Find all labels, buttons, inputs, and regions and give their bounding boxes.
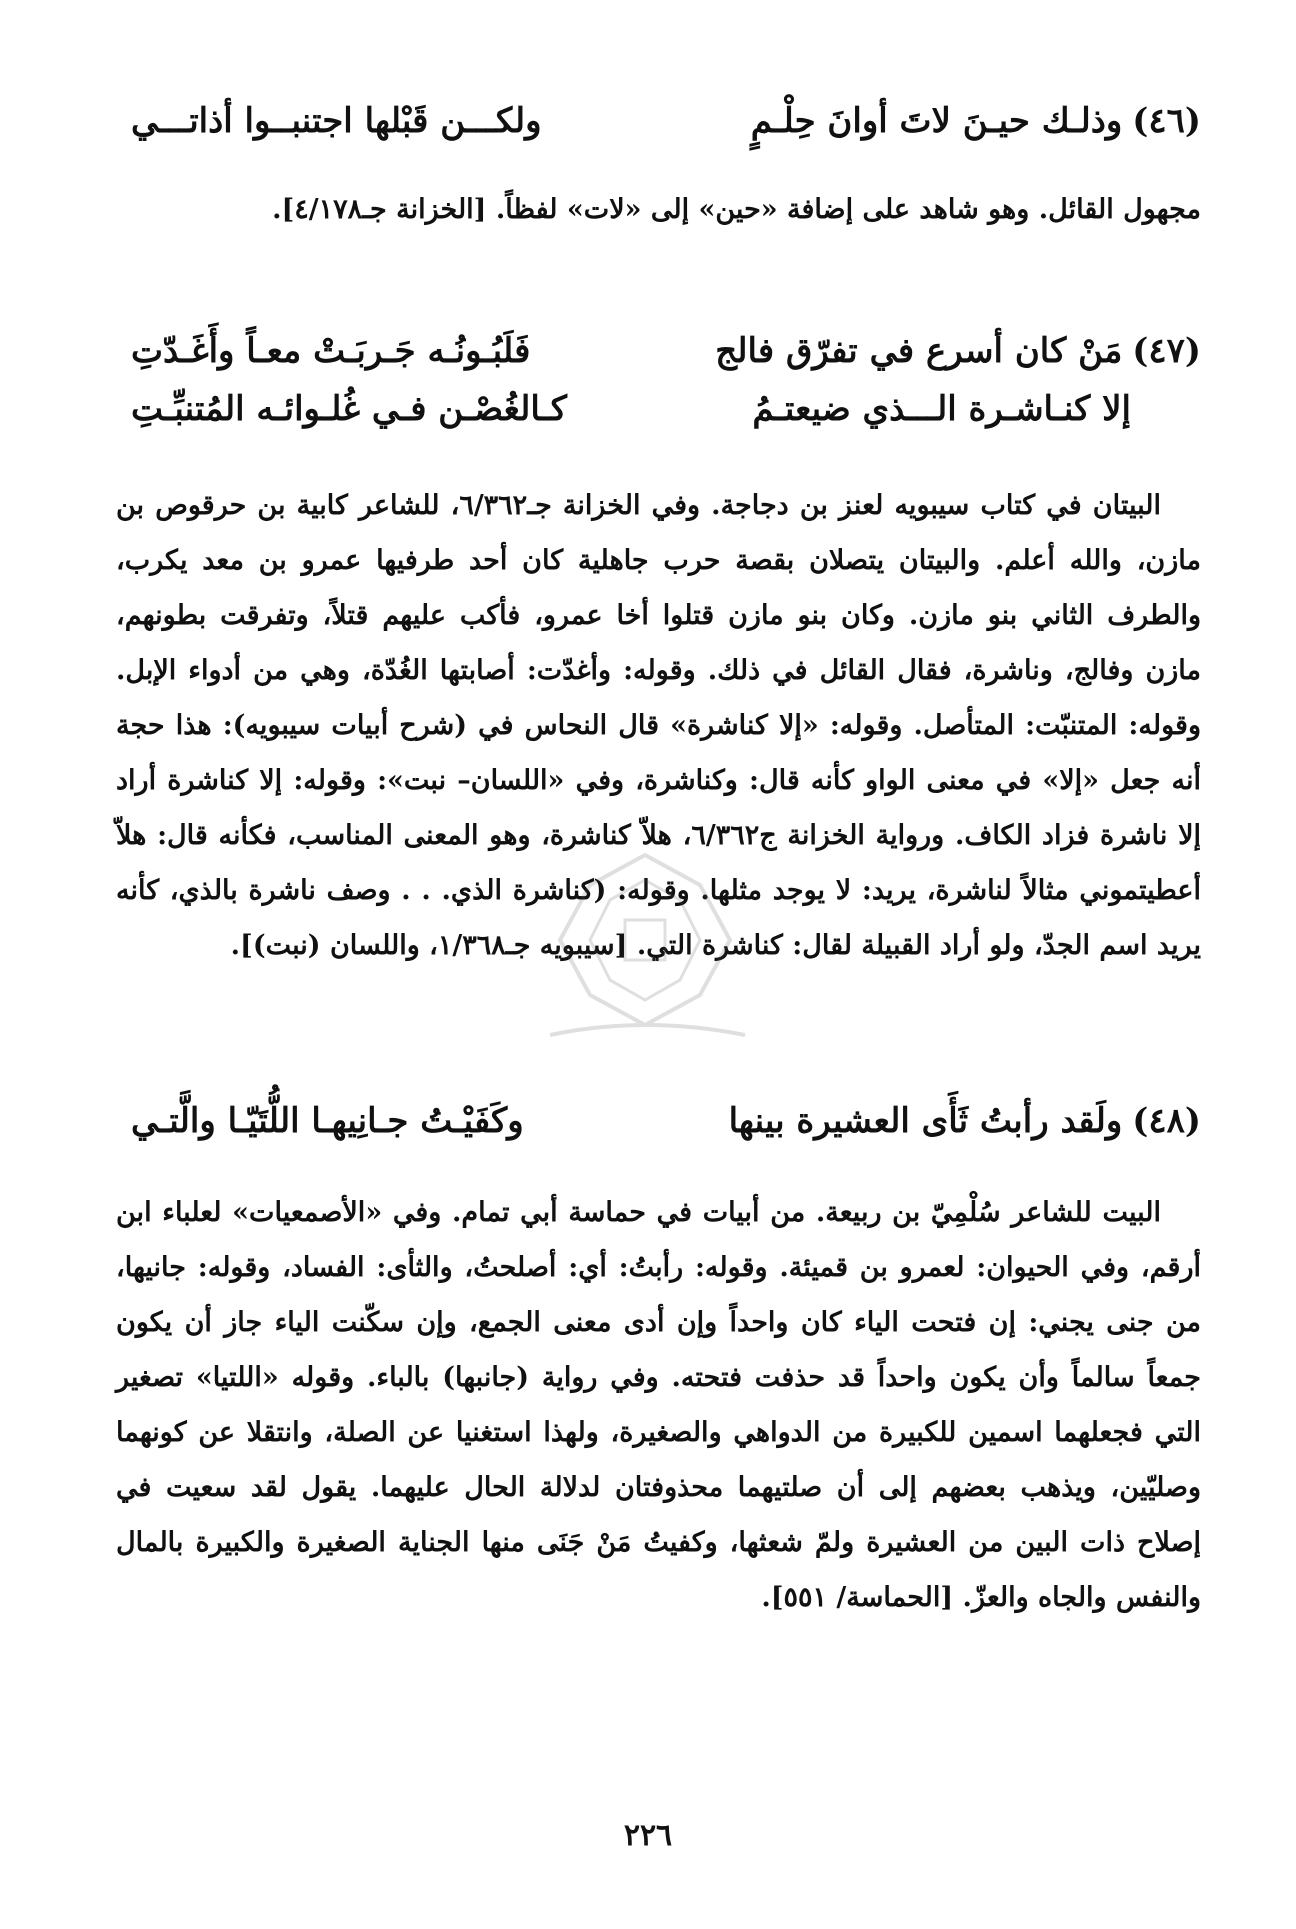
library-stamp-watermark bbox=[530, 845, 760, 1055]
verse-48-second-hemistich: وكَفَيْـتُ جـانِيهـا اللُّتَيّـا والَّتـي bbox=[131, 1101, 524, 1141]
verse-47-line-1-second-hemistich: فَلَبُـونُـه جَـربَـتْ معـاً وأَغَـدّتِ bbox=[131, 331, 531, 371]
verse-48-first-hemistich bbox=[729, 1092, 1201, 1150]
verse-47-line-1 bbox=[131, 322, 1201, 380]
verse-48 bbox=[131, 1092, 1201, 1150]
verse-47-line-1-first-text: مَنْ كان أسرع في تفرّق فالج bbox=[715, 331, 1123, 371]
verse-46-commentary: مجهول القائل. وهو شاهد على إضافة «حين» إلى «لات» لفظاً. [الخزانة جـ٤/١٧٨]. bbox=[272, 194, 1201, 225]
verse-48-first-text: ولَقد رأبتُ ثَأَى العشيرة بينها bbox=[728, 1101, 1123, 1141]
verse-47-line-2-first-hemistich: إلا كنـاشـرة الـــذي ضيعتـمُ bbox=[752, 389, 1131, 429]
page-number: ٢٢٦ bbox=[623, 1818, 673, 1853]
verse-48-commentary: البيت للشاعر سُلْمِيّ بن ربيعة. من أبيات في حماسة أبي تمام. وفي «الأصمعيات» لعلباء ابن أرقم، وفي الحيوان: لعمرو بن قميئة. وقوله: رأبتُ: أي: أصلحتُ، والثأى: الفساد، وقوله: جانيها، من جنى يجني: إن فتحت الياء كان واحداً وإن أدى معنى الجمع، وإن سكّنت الياء جاز أن يكون جمعاً سالماً وأن يكون واحداً قد حذفت فتحته. وفي رواية (جانبها) بالباء. وقوله «اللتيا» تصغير التي فجعلهما اسمين للكبيرة من الدواهي والصغيرة، ولهذا استغنيا عن الصلة، وانتقلا عن كونهما وصليّين، ويذهب بعضهم إلى أن صلتيهما محذوفتان لدلالة الحال عليهما. يقول لقد سعيت في إصلاح ذات البين من العشيرة ولمّ شعثها، وكفيتُ مَنْ جَنَى منها الجناية الصغيرة والكبيرة بالمال والنفس والجاه والعزّ. [الحماسة/ ٥٥١]. bbox=[116, 1197, 1201, 1613]
verse-46-line bbox=[131, 92, 1201, 150]
verse-47-line-2 bbox=[131, 380, 1201, 438]
verse-46-number: (٤٦) bbox=[1132, 101, 1201, 141]
verse-46-first-hemistich bbox=[751, 92, 1201, 150]
verse-46-first-text: وذلـك حيـنَ لاتَ أوانَ حِلْـمٍ bbox=[750, 101, 1123, 141]
verse-47-commentary: البيتان في كتاب سيبويه لعنز بن دجاجة. وفي الخزانة جـ٦/٣٦٢، للشاعر كابية بن حرقوص بن مازن، والله أعلم. والبيتان يتصلان بقصة حرب جاهلية كان أحد طرفيها عمرو بن معد يكرب، والطرف الثاني بنو مازن. وكان بنو مازن قتلوا أخا عمرو، فأكب عليهم قتلاً، وتفرقت بطونهم، مازن وفالج، وناشرة، فقال القائل في ذلك. وقوله: وأغدّت: أصابتها الغُدّة، وهي من أدواء الإبل. وقوله: المتنبّت: المتأصل. وقوله: «إلا كناشرة» قال النحاس في (شرح أبيات سيبويه): هذا حجة أنه جعل «إلا» في معنى الواو كأنه قال: وكناشرة، وفي «اللسان– نبت»: وقوله: إلا كناشرة أراد إلا ناشرة فزاد الكاف. ورواية الخزانة ج٦/٣٦٢، هلاّ كناشرة، وهو المعنى المناسب، فكأنه قال: هلاّ أعطيتموني مثالاً لناشرة، يريد: لا يوجد مثلها. وقوله: (كناشرة الذي. . . وصف ناشرة بالذي، كأنه يريد اسم الجدّ، ولو أراد القبيلة لقال: كناشرة التي. [سيبويه جـ١/٣٦٨، واللسان (نبت)]. bbox=[116, 490, 1201, 961]
verse-48-line bbox=[131, 1092, 1201, 1150]
verse-48-number: (٤٨) bbox=[1132, 1101, 1201, 1141]
verse-47-number: (٤٧) bbox=[1132, 331, 1201, 371]
verse-46-second-hemistich: ولكـــن قَبْلها اجتنبــوا أذاتـــي bbox=[131, 101, 542, 141]
verse-47-line-1-first-hemistich bbox=[715, 322, 1201, 380]
verse-47 bbox=[131, 322, 1201, 438]
verse-47-line-2-second-hemistich: كـالغُصْـن فـي غُلـوائـه المُتنبِّـتِ bbox=[131, 389, 567, 429]
verse-46 bbox=[131, 92, 1201, 150]
